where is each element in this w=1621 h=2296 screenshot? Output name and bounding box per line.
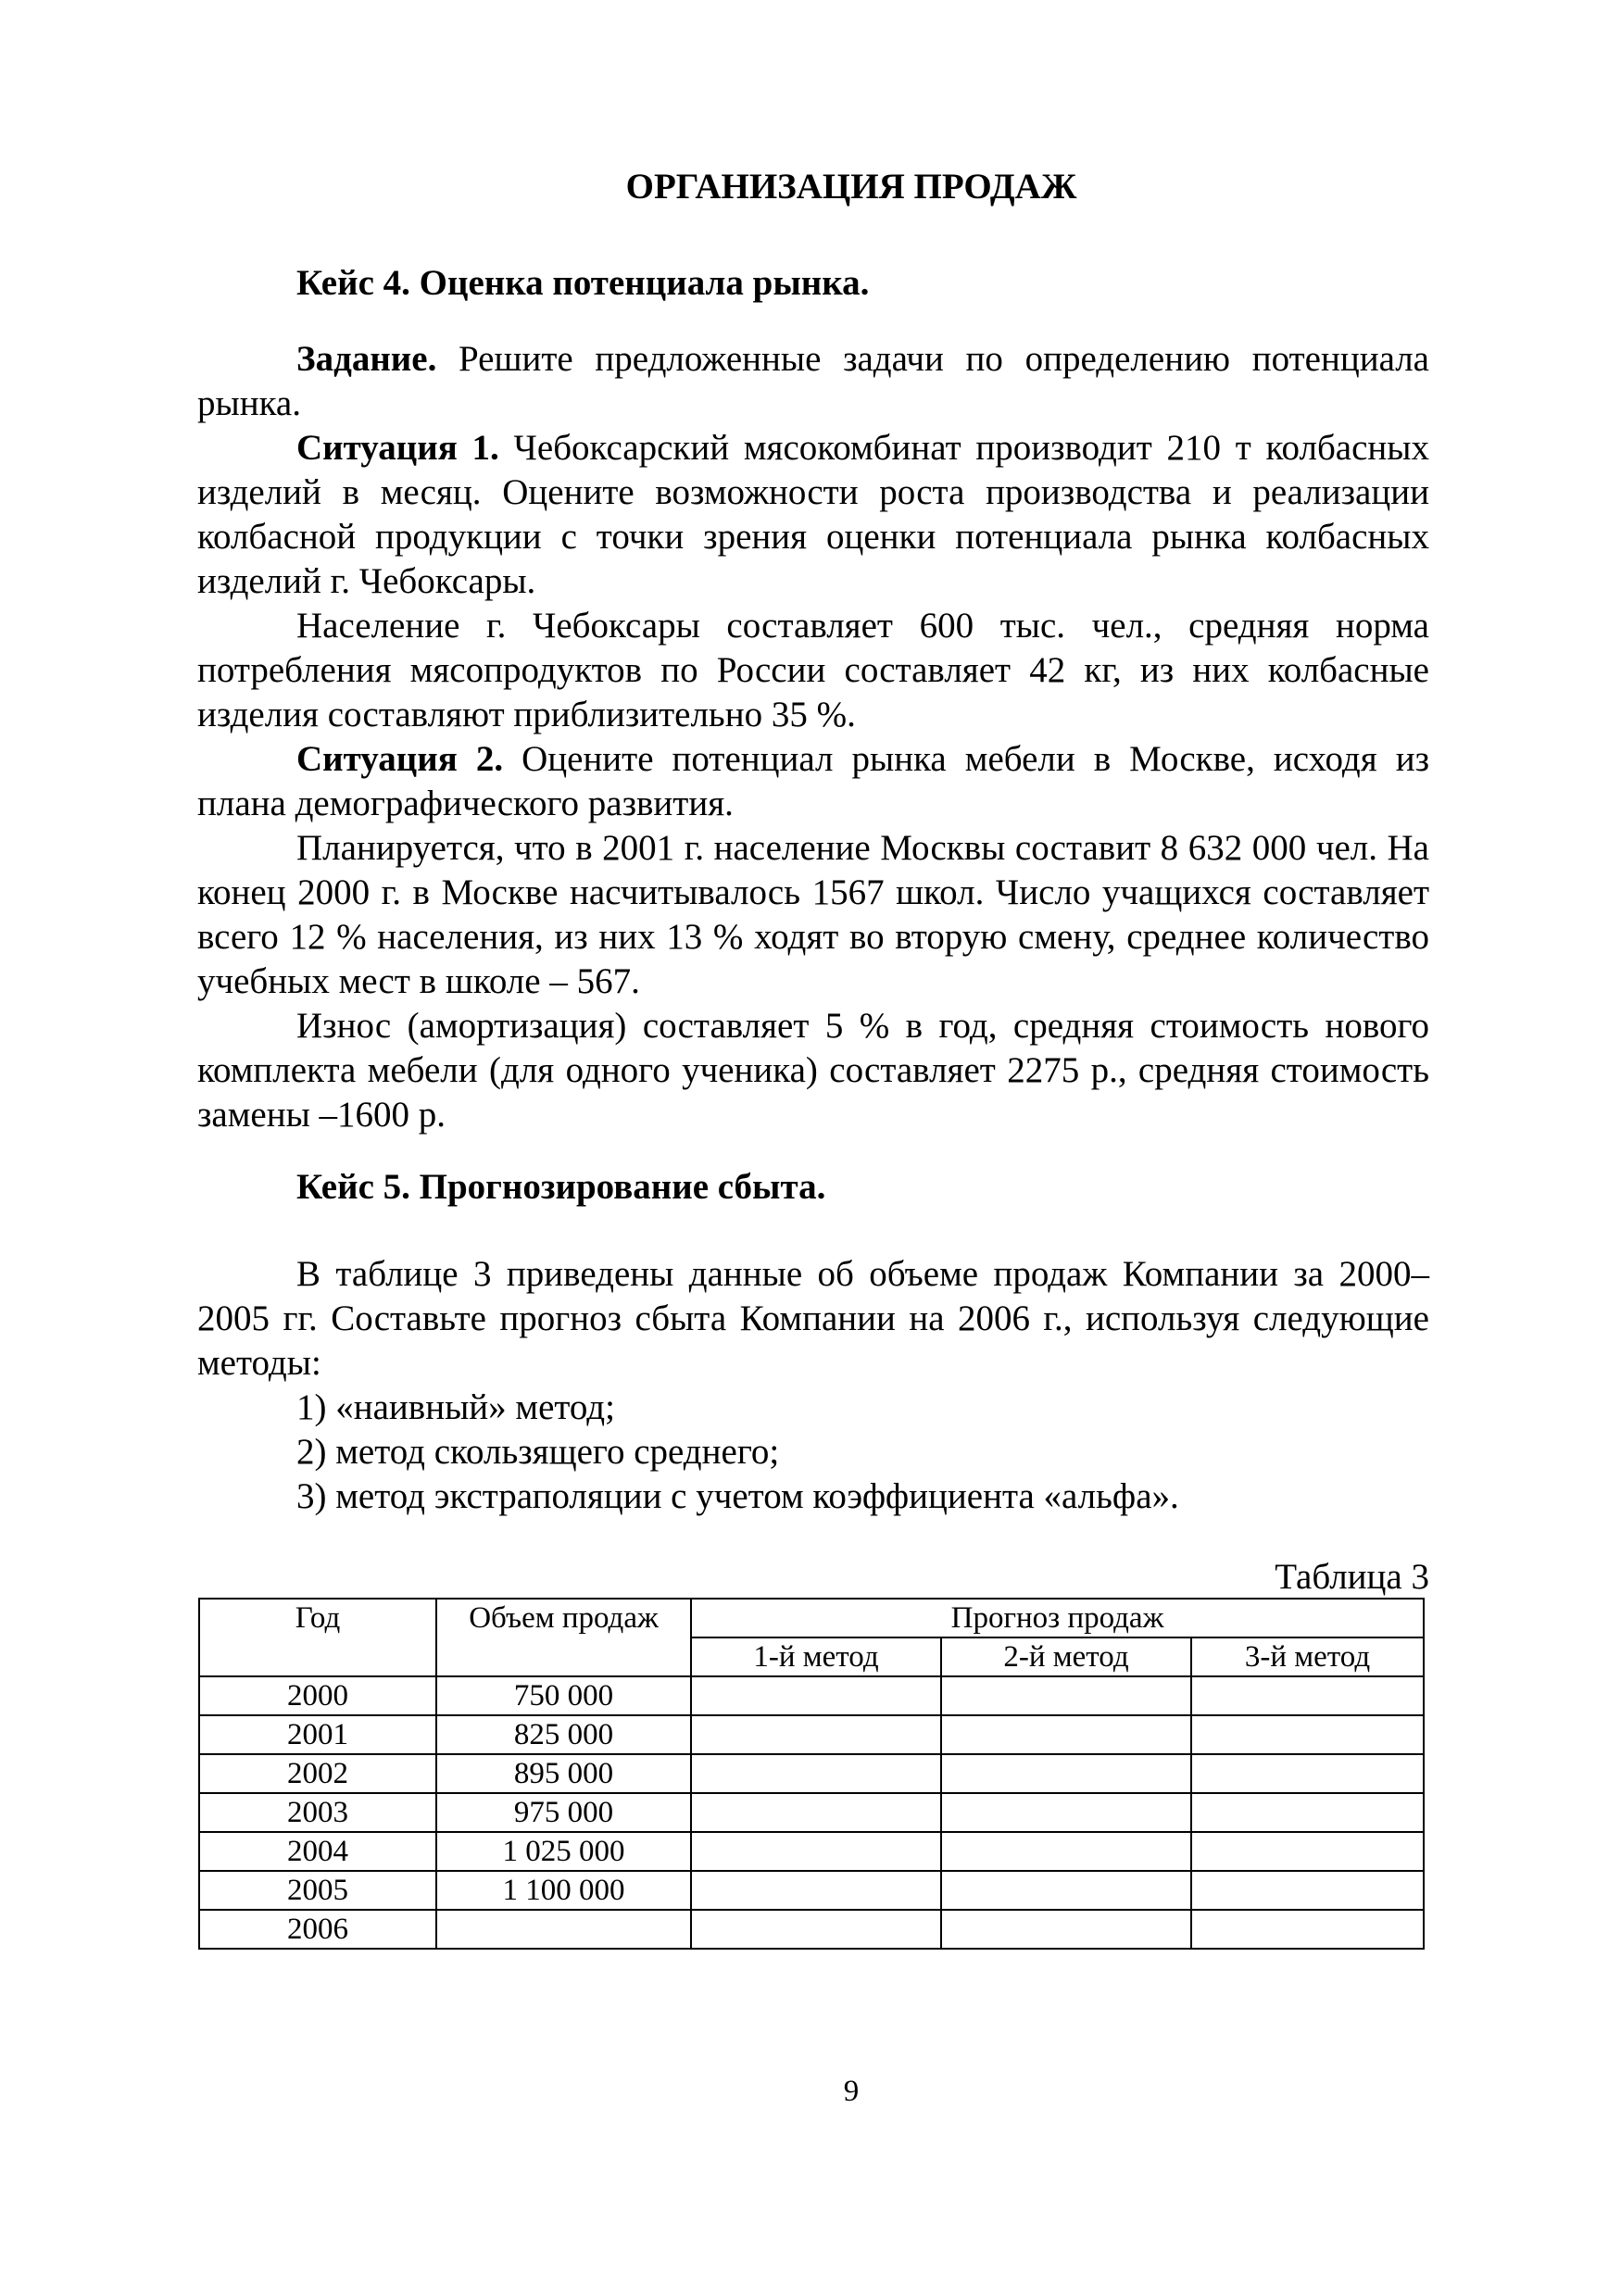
cell-forecast <box>691 1676 941 1715</box>
page-title: ОРГАНИЗАЦИЯ ПРОДАЖ <box>625 167 1077 207</box>
header-method-2: 2-й метод <box>941 1637 1191 1676</box>
table-row <box>199 1715 1424 1754</box>
cell-forecast <box>1191 1754 1424 1793</box>
cell-year: 2006 <box>199 1910 436 1949</box>
table-row <box>199 1793 1424 1832</box>
cell-volume <box>436 1910 691 1949</box>
cell-forecast <box>941 1832 1191 1871</box>
situation2 <box>197 737 1429 826</box>
situation1-data: Население г. Чебоксары составляет 600 тыс. чел., средняя норма потребления мясопродуктов по России составляет 42 кг, из них колбасные изделия составляют приблизительно 35 %. <box>197 606 1429 734</box>
cell-volume: 895 000 <box>436 1754 691 1793</box>
method-item-1: 1) «наивный» метод; <box>296 1387 615 1427</box>
situation2-data1: Планируется, что в 2001 г. население Москвы составит 8 632 000 чел. На конец 2000 г. в Москве насчитывалось 1567 школ. Число учащихся составляет всего 12 % населения, из них 13 % ходят во вторую смену, среднее количество учебных мест в школе – 567. <box>197 828 1429 1001</box>
table-row <box>199 1676 1424 1715</box>
header-year: Год <box>199 1599 436 1676</box>
header-forecast: Прогноз продаж <box>691 1599 1424 1637</box>
cell-year: 2001 <box>199 1715 436 1754</box>
table-row <box>199 1871 1424 1910</box>
cell-year: 2002 <box>199 1754 436 1793</box>
cell-forecast <box>1191 1676 1424 1715</box>
cell-forecast <box>691 1832 941 1871</box>
cell-volume: 750 000 <box>436 1676 691 1715</box>
cell-forecast <box>941 1676 1191 1715</box>
sales-table <box>198 1598 1425 1950</box>
cell-forecast <box>941 1793 1191 1832</box>
situation2-label: Ситуация 2. <box>296 739 504 779</box>
cell-volume: 825 000 <box>436 1715 691 1754</box>
table-row <box>199 1754 1424 1793</box>
cell-forecast <box>691 1910 941 1949</box>
situation1 <box>197 426 1429 604</box>
method-item-2: 2) метод скользящего среднего; <box>296 1432 780 1472</box>
situation2-data2: Износ (амортизация) составляет 5 % в год, средняя стоимость нового комплекта мебели (для одного ученика) составляет 2275 р., средняя стоимость замены –1600 р. <box>197 1006 1429 1135</box>
situation1-text: Чебоксарский мясокомбинат производит 210 т колбасных изделий в месяц. Оцените возможности роста производства и реализации колбасной продукции с точки зрения оценки потенциала рынка колбасных изделий г. Чебоксары. <box>197 428 1429 601</box>
situation2-text: Оцените потенциал рынка мебели в Москве, исходя из плана демографического развития. <box>197 739 1429 823</box>
table-row <box>199 1832 1424 1871</box>
case4-heading: Кейс 4. Оценка потенциала рынка. <box>296 263 870 303</box>
cell-forecast <box>691 1793 941 1832</box>
cell-volume: 975 000 <box>436 1793 691 1832</box>
case4-task <box>197 337 1429 426</box>
situation1-label: Ситуация 1. <box>296 428 499 468</box>
cell-forecast <box>1191 1715 1424 1754</box>
case5-intro: В таблице 3 приведены данные об объеме продаж Компании за 2000–2005 гг. Составьте прогноз сбыта Компании на 2006 г., используя следующие методы: <box>197 1254 1429 1383</box>
cell-volume: 1 100 000 <box>436 1871 691 1910</box>
cell-forecast <box>1191 1793 1424 1832</box>
cell-year: 2000 <box>199 1676 436 1715</box>
task-text: Решите предложенные задачи по определению потенциала рынка. <box>197 339 1429 423</box>
cell-year: 2004 <box>199 1832 436 1871</box>
cell-forecast <box>1191 1871 1424 1910</box>
header-volume: Объем продаж <box>436 1599 691 1676</box>
header-method-1: 1-й метод <box>691 1637 941 1676</box>
case5-heading: Кейс 5. Прогнозирование сбыта. <box>296 1167 826 1207</box>
method-item-3: 3) метод экстраполяции с учетом коэффициента «альфа». <box>296 1476 1179 1516</box>
cell-forecast <box>941 1715 1191 1754</box>
cell-forecast <box>691 1754 941 1793</box>
cell-forecast <box>691 1715 941 1754</box>
task-label: Задание. <box>296 339 437 379</box>
cell-forecast <box>1191 1832 1424 1871</box>
cell-forecast <box>941 1910 1191 1949</box>
header-method-3: 3-й метод <box>1191 1637 1424 1676</box>
cell-forecast <box>941 1871 1191 1910</box>
page-number: 9 <box>843 2075 860 2108</box>
table-caption: Таблица 3 <box>1275 1557 1429 1597</box>
cell-forecast <box>941 1754 1191 1793</box>
cell-year: 2003 <box>199 1793 436 1832</box>
cell-year: 2005 <box>199 1871 436 1910</box>
table-row <box>199 1910 1424 1949</box>
cell-forecast <box>691 1871 941 1910</box>
cell-forecast <box>1191 1910 1424 1949</box>
cell-volume: 1 025 000 <box>436 1832 691 1871</box>
